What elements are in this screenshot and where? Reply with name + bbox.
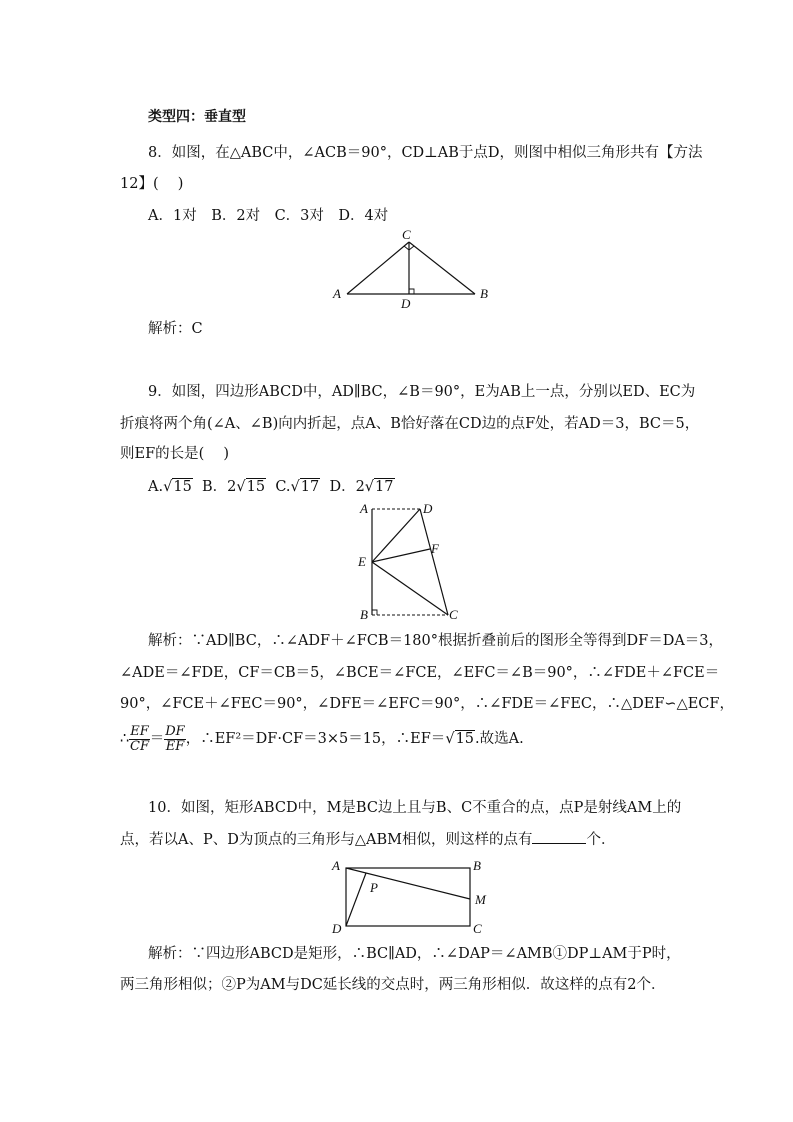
q8-analysis: 解析：C xyxy=(148,321,203,337)
q9-option-d-value: 17 xyxy=(375,479,394,495)
q10-stem-line2-end: 个． xyxy=(586,832,616,848)
q10-stem-line2-text: 点，若以A、P、D为顶点的三角形与△ABM相似，则这样的点有 xyxy=(120,832,533,848)
section-title: 类型四：垂直型 xyxy=(148,109,246,125)
q10-label-c: C xyxy=(473,921,482,936)
q9-option-b-value: 15 xyxy=(246,479,266,495)
q9-option-c-label: C. xyxy=(275,479,291,495)
fraction-numerator: EF xyxy=(130,723,149,739)
q9-label-f: F xyxy=(431,541,439,556)
q10-analysis-line2: 两三角形相似；②P为AM与DC延长线的交点时，两三角形相似．故这样的点有2个． xyxy=(120,977,666,993)
q9-options: A.√15 B．2√15 C.√17 D．2√17 xyxy=(148,479,394,495)
q9-option-a-value: 15 xyxy=(173,479,192,495)
q9-analysis-line4-mid: ，∴EF²＝DF·CF＝3×5＝15，∴EF＝ xyxy=(185,731,446,747)
q10-stem-line1: 10．如图，矩形ABCD中，M是BC边上且与B、C不重合的点，点P是射线AM上的 xyxy=(148,800,682,816)
q8-stem-line2: 12】( ) xyxy=(120,176,184,192)
q8-figure-triangle xyxy=(325,226,500,312)
q9-stem-line1: 9．如图，四边形ABCD中，AD∥BC，∠B＝90°，E为AB上一点，分别以ED、EC为 xyxy=(148,384,696,400)
q10-figure-rectangle xyxy=(326,856,496,938)
fraction-denominator: EF xyxy=(165,738,185,754)
q10-label-m: M xyxy=(475,892,486,907)
q10-stem-line2 xyxy=(120,829,615,850)
q9-analysis-line1: 解析：∵AD∥BC，∴∠ADF＋∠FCB＝180°根据折叠前后的图形全等得到DF＝DA＝3， xyxy=(148,633,724,649)
q9-option-d-label: D．2 xyxy=(329,479,365,495)
fraction-df-over-ef xyxy=(164,725,185,754)
fraction-denominator: CF xyxy=(130,738,149,754)
q9-analysis-line4-end: .故选A. xyxy=(475,731,524,747)
q10-label-d: D xyxy=(332,921,342,936)
fraction-ef-over-cf xyxy=(129,725,150,754)
q9-analysis-line2: ∠ADE＝∠FDE，CF＝CB＝5，∠BCE＝∠FCE，∠EFC＝∠B＝90°，∴∠FDE＋∠FCE＝ xyxy=(120,665,720,681)
q9-figure-folded-quad xyxy=(352,498,474,624)
q9-analysis-line4: ∴ $\frac{EF}{CF}$ ＝ $\frac{DF}{EF}$ ，∴EF²＝DF·CF＝3×5＝15，∴EF＝√15.故选A. xyxy=(120,723,524,754)
q8-label-d: D xyxy=(401,296,411,311)
q9-option-b-label: B．2 xyxy=(202,479,237,495)
q10-label-b: B xyxy=(473,858,481,873)
q9-label-b: B xyxy=(360,607,368,622)
q10-analysis-line1: 解析：∵四边形ABCD是矩形，∴BC∥AD，∴∠DAP＝∠AMB①DP⊥AM于P时， xyxy=(148,946,681,962)
q9-stem-line2: 折痕将两个角(∠A、∠B)向内折起，点A、B恰好落在CD边的点F处，若AD＝3，BC＝5， xyxy=(120,416,700,432)
q9-option-a-label: A. xyxy=(148,479,164,495)
q8-label-a: A xyxy=(333,286,341,301)
q9-label-c: C xyxy=(449,607,458,622)
q9-stem-line3: 则EF的长是( ) xyxy=(120,446,230,462)
q10-label-p: P xyxy=(370,880,378,895)
q9-analysis-sqrt-value: 15 xyxy=(455,731,475,747)
q9-analysis-line3: 90°，∠FCE＋∠FEC＝90°，∠DFE＝∠EFC＝90°，∴∠FDE＝∠FEC，∴△DEF∽△ECF， xyxy=(120,696,734,712)
equals-sign: ＝ xyxy=(149,731,165,747)
fraction-numerator: DF xyxy=(165,723,185,739)
q9-label-a: A xyxy=(360,501,368,516)
q9-option-c-value: 17 xyxy=(300,479,320,495)
answer-blank xyxy=(532,829,586,844)
q10-label-a: A xyxy=(332,858,340,873)
q9-therefore-symbol: ∴ xyxy=(120,731,130,747)
q9-label-e: E xyxy=(358,554,366,569)
q8-options: A．1对 B．2对 C．3对 D．4对 xyxy=(148,208,389,224)
q9-label-d: D xyxy=(423,501,433,516)
q8-label-b: B xyxy=(480,286,488,301)
q8-label-c: C xyxy=(402,227,411,242)
q8-stem-line1: 8．如图，在△ABC中，∠ACB＝90°，CD⊥AB于点D，则图中相似三角形共有【方法 xyxy=(148,145,703,161)
